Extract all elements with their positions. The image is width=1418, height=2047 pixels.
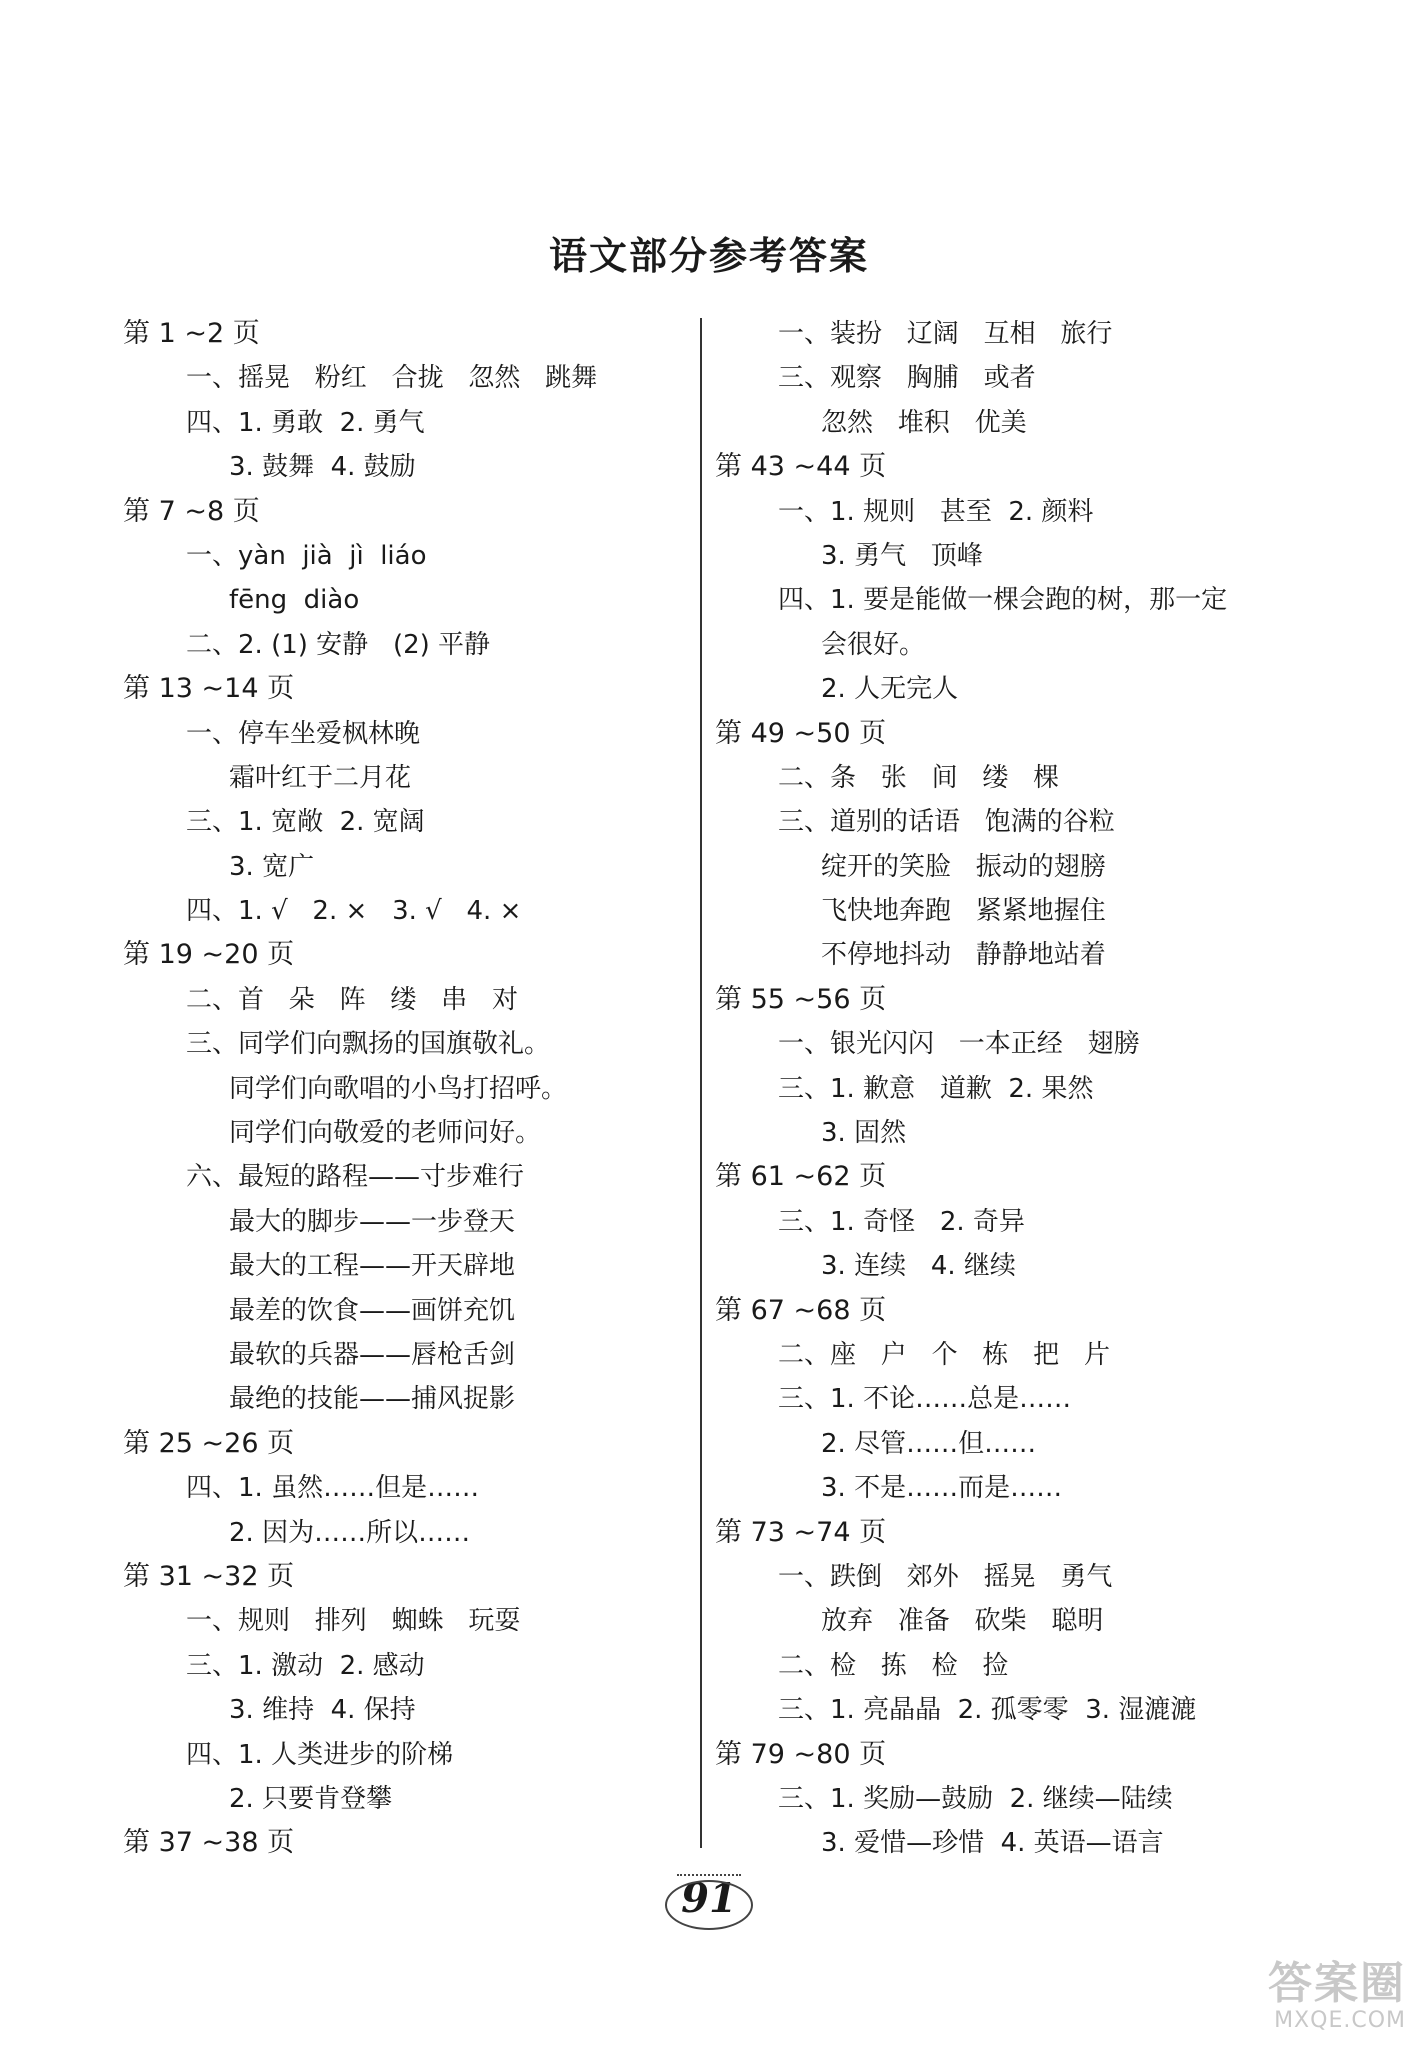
- answer-line: 三、1. 亮晶晶 2. 孤零零 3. 湿漉漉: [778, 1695, 1197, 1726]
- answer-line: 最差的饮食——画饼充饥: [229, 1295, 516, 1326]
- section-heading: 第 31 ~32 页: [123, 1560, 295, 1592]
- watermark-url: MXQE.COM: [1274, 2008, 1406, 2033]
- answer-line: 3. 宽广: [229, 851, 315, 882]
- answer-line: 2. 因为……所以……: [229, 1517, 471, 1548]
- answer-line: 三、同学们向飘扬的国旗敬礼。: [186, 1029, 551, 1060]
- section-heading: 第 43 ~44 页: [715, 451, 887, 483]
- page-number-oval: [665, 1880, 753, 1930]
- section-heading: 第 1 ~2 页: [123, 318, 260, 349]
- answer-line: 2. 人无完人: [821, 674, 959, 705]
- answer-line: 不停地抖动 静静地站着: [821, 940, 1106, 971]
- page-number-text: 91: [681, 1875, 737, 1922]
- answer-line: 会很好。: [821, 629, 926, 660]
- answer-line: 四、1. √ 2. × 3. √ 4. ×: [186, 896, 522, 927]
- section-heading: 第 61 ~62 页: [715, 1161, 887, 1193]
- answer-line: 最大的工程——开天辟地: [229, 1251, 516, 1282]
- answer-line: 忽然 堆积 优美: [821, 407, 1027, 438]
- answer-line: 二、座 户 个 栋 把 片: [778, 1339, 1110, 1370]
- answer-line: 3. 连续 4. 继续: [821, 1251, 1016, 1282]
- answer-line: 放弃 准备 砍柴 聪明: [821, 1606, 1104, 1637]
- answer-line: 最大的脚步——一步登天: [229, 1206, 516, 1237]
- section-heading: 第 49 ~50 页: [715, 717, 887, 749]
- left-answer-column: [123, 312, 683, 1866]
- answer-line: 3. 不是……而是……: [821, 1473, 1063, 1504]
- section-heading: 第 73 ~74 页: [715, 1516, 887, 1548]
- answer-line: fēng diào: [229, 585, 360, 616]
- answer-line: 三、1. 奇怪 2. 奇异: [778, 1206, 1025, 1237]
- answer-line: 飞快地奔跑 紧紧地握住: [821, 896, 1106, 927]
- answer-line: 三、1. 宽敞 2. 宽阔: [186, 807, 425, 838]
- answer-line: 三、1. 歉意 道歉 2. 果然: [778, 1073, 1094, 1104]
- answer-line: 一、装扮 辽阔 互相 旅行: [778, 319, 1113, 349]
- answer-line: 2. 尽管……但……: [821, 1428, 1037, 1459]
- answer-line: 四、1. 勇敢 2. 勇气: [186, 407, 425, 438]
- answer-line: 一、yàn jià jì liáo: [186, 540, 427, 571]
- answer-line: 绽开的笑脸 振动的翅膀: [821, 851, 1106, 882]
- answer-line: 霜叶红于二月花: [229, 762, 412, 793]
- answer-line: 四、1. 虽然……但是……: [186, 1473, 480, 1504]
- answer-line: 三、1. 不论……总是……: [778, 1384, 1072, 1415]
- answer-line: 3. 勇气 顶峰: [821, 540, 983, 571]
- page-number: [659, 1868, 759, 1930]
- answer-line: 一、停车坐爱枫林晚: [186, 718, 421, 749]
- answer-line: 一、1. 规则 甚至 2. 颜料: [778, 496, 1094, 527]
- answer-line: 3. 固然: [821, 1118, 907, 1149]
- answer-line: 一、规则 排列 蜘蛛 玩耍: [186, 1606, 521, 1637]
- answer-line: 一、银光闪闪 一本正经 翅膀: [778, 1029, 1140, 1060]
- answer-line: 二、检 拣 检 捡: [778, 1650, 1009, 1681]
- answer-line: 六、最短的路程——寸步难行: [186, 1162, 525, 1193]
- answer-line: 二、2. (1) 安静 (2) 平静: [186, 629, 491, 660]
- section-heading: 第 13 ~14 页: [123, 673, 295, 705]
- watermark-logo: 答案圈: [1268, 1958, 1406, 2009]
- section-heading: 第 67 ~68 页: [715, 1294, 887, 1326]
- watermark: [1216, 1959, 1406, 2039]
- answer-line: 3. 鼓舞 4. 鼓励: [229, 452, 416, 483]
- column-divider: [700, 318, 702, 1848]
- answer-line: 一、跌倒 郊外 摇晃 勇气: [778, 1561, 1113, 1592]
- answer-line: 3. 维持 4. 保持: [229, 1695, 416, 1726]
- section-heading: 第 55 ~56 页: [715, 983, 887, 1015]
- section-heading: 第 37 ~38 页: [123, 1827, 295, 1859]
- answer-line: 三、1. 奖励—鼓励 2. 继续—陆续: [778, 1783, 1173, 1814]
- answer-line: 同学们向敬爱的老师问好。: [229, 1118, 542, 1149]
- answer-line: 二、条 张 间 缕 棵: [778, 762, 1060, 793]
- answer-line: 三、道别的话语 饱满的谷粒: [778, 807, 1115, 838]
- section-heading: 第 25 ~26 页: [123, 1427, 295, 1459]
- answer-line: 一、摇晃 粉红 合拢 忽然 跳舞: [186, 363, 598, 394]
- section-heading: 第 79 ~80 页: [715, 1738, 887, 1770]
- answer-line: 最绝的技能——捕风捉影: [229, 1384, 516, 1415]
- right-answer-column: [715, 312, 1335, 1866]
- answer-line: 最软的兵器——唇枪舌剑: [229, 1339, 516, 1370]
- answer-line: 四、1. 要是能做一棵会跑的树，那一定: [778, 585, 1228, 616]
- page-title: 语文部分参考答案: [548, 234, 869, 278]
- answer-line: 同学们向歌唱的小鸟打招呼。: [229, 1073, 568, 1104]
- answer-line: 2. 只要肯登攀: [229, 1783, 393, 1814]
- answer-line: 3. 爱惜—珍惜 4. 英语—语言: [821, 1828, 1164, 1859]
- answer-line: 二、首 朵 阵 缕 串 对: [186, 984, 518, 1015]
- section-heading: 第 19 ~20 页: [123, 939, 295, 971]
- answer-line: 四、1. 人类进步的阶梯: [186, 1739, 454, 1770]
- section-heading: 第 7 ~8 页: [123, 495, 260, 527]
- answer-line: 三、观察 胸脯 或者: [778, 363, 1036, 394]
- answer-line: 三、1. 激动 2. 感动: [186, 1650, 425, 1681]
